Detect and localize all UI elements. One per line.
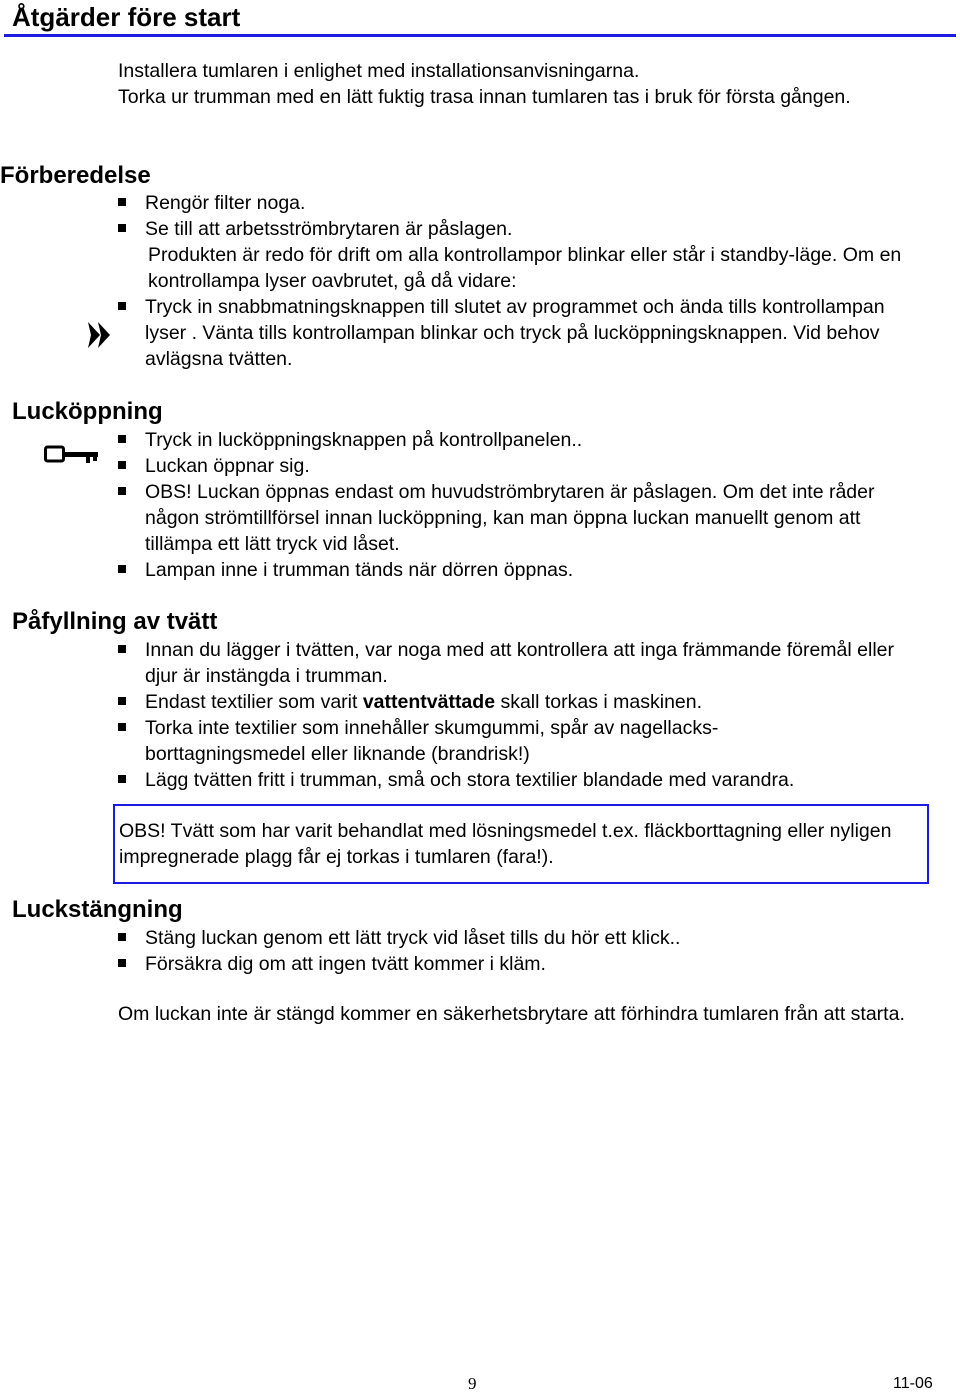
heading-forberedelse: Förberedelse <box>0 162 151 189</box>
list-item: Torka inte textilier som innehåller skumgummi, spår av nagellacks-borttagningsmedel eller liknande (brandrisk!) <box>118 715 918 767</box>
warning-text: OBS! Tvätt som har varit behandlat med lösningsmedel t.ex. fläckborttagning eller nyligen impregnerade plagg får ej torkas i tumlaren (fara!). <box>119 820 892 868</box>
bullet <box>118 198 126 206</box>
bullet <box>118 723 126 731</box>
bullet <box>118 959 126 967</box>
page-title: Åtgärder före start <box>12 2 241 32</box>
list-item: Försäkra dig om att ingen tvätt kommer i kläm. <box>118 951 918 977</box>
key-icon <box>44 444 100 468</box>
list-item: OBS! Luckan öppnas endast om huvudströmbrytaren är påslagen. Om det inte råder någon strömtillförsel innan lucköppning, kan man öppna luckan manuellt genom att tillämpa ett lätt tryck vid låset. <box>118 479 918 557</box>
bullet <box>118 775 126 783</box>
list-item: Se till att arbetsströmbrytaren är påslagen. <box>118 216 918 242</box>
bullet <box>118 933 126 941</box>
document-code: 11-06 <box>893 1375 933 1392</box>
list-item: Tryck in snabbmatningsknappen till slutet av programmet och ända tills kontrollampan lyser . Vänta tills kontrollampan blinkar och tryck på lucköppningsknappen. Vid behov avlägsna tvätten. <box>118 294 918 372</box>
bullet <box>118 697 126 705</box>
intro-text <box>118 58 908 110</box>
bullet <box>118 461 126 469</box>
fast-forward-icon <box>88 322 112 348</box>
bullet <box>118 224 126 232</box>
list-item: Rengör filter noga. <box>118 190 918 216</box>
warning-box <box>113 804 929 884</box>
intro-line-1: Installera tumlaren i enlighet med installationsanvisningarna. <box>118 60 640 82</box>
list-item: Lampan inne i trumman tänds när dörren öppnas. <box>118 557 918 583</box>
emphasis: vattentvättade <box>362 691 496 713</box>
list-item: Luckan öppnar sig. <box>118 453 918 479</box>
intro-line-2: Torka ur trumman med en lätt fuktig trasa innan tumlaren tas i bruk för första gången. <box>118 86 851 108</box>
list-item: Stäng luckan genom ett lätt tryck vid låset tills du hör ett klick.. <box>118 925 918 951</box>
list-item: Innan du lägger i tvätten, var noga med att kontrollera att inga främmande föremål eller djur är instängda i trumman. <box>118 637 918 689</box>
bullet <box>118 645 126 653</box>
bullet <box>118 435 126 443</box>
list-item-no-bullet: Produkten är redo för drift om alla kontrollampor blinkar eller står i standby-läge. Om en kontrollampa lyser oavbrutet, gå då vidare: <box>148 244 902 292</box>
bullet <box>118 487 126 495</box>
list-item: Endast textilier som varit vattentvättade skall torkas i maskinen. <box>118 689 918 715</box>
bullet <box>118 302 126 310</box>
heading-luckstangning: Luckstängning <box>12 896 183 923</box>
bullet <box>118 565 126 573</box>
page-number: 9 <box>468 1374 477 1393</box>
heading-pafyllning: Påfyllning av tvätt <box>12 608 218 635</box>
list-item: Lägg tvätten fritt i trumman, små och stora textilier blandade med varandra. <box>118 767 918 793</box>
closing-note: Om luckan inte är stängd kommer en säkerhetsbrytare att förhindra tumlaren från att starta. <box>118 1003 905 1025</box>
list-item: Tryck in lucköppningsknappen på kontrollpanelen.. <box>118 427 918 453</box>
heading-luckoppning: Lucköppning <box>12 398 163 425</box>
title-underline <box>4 34 956 37</box>
